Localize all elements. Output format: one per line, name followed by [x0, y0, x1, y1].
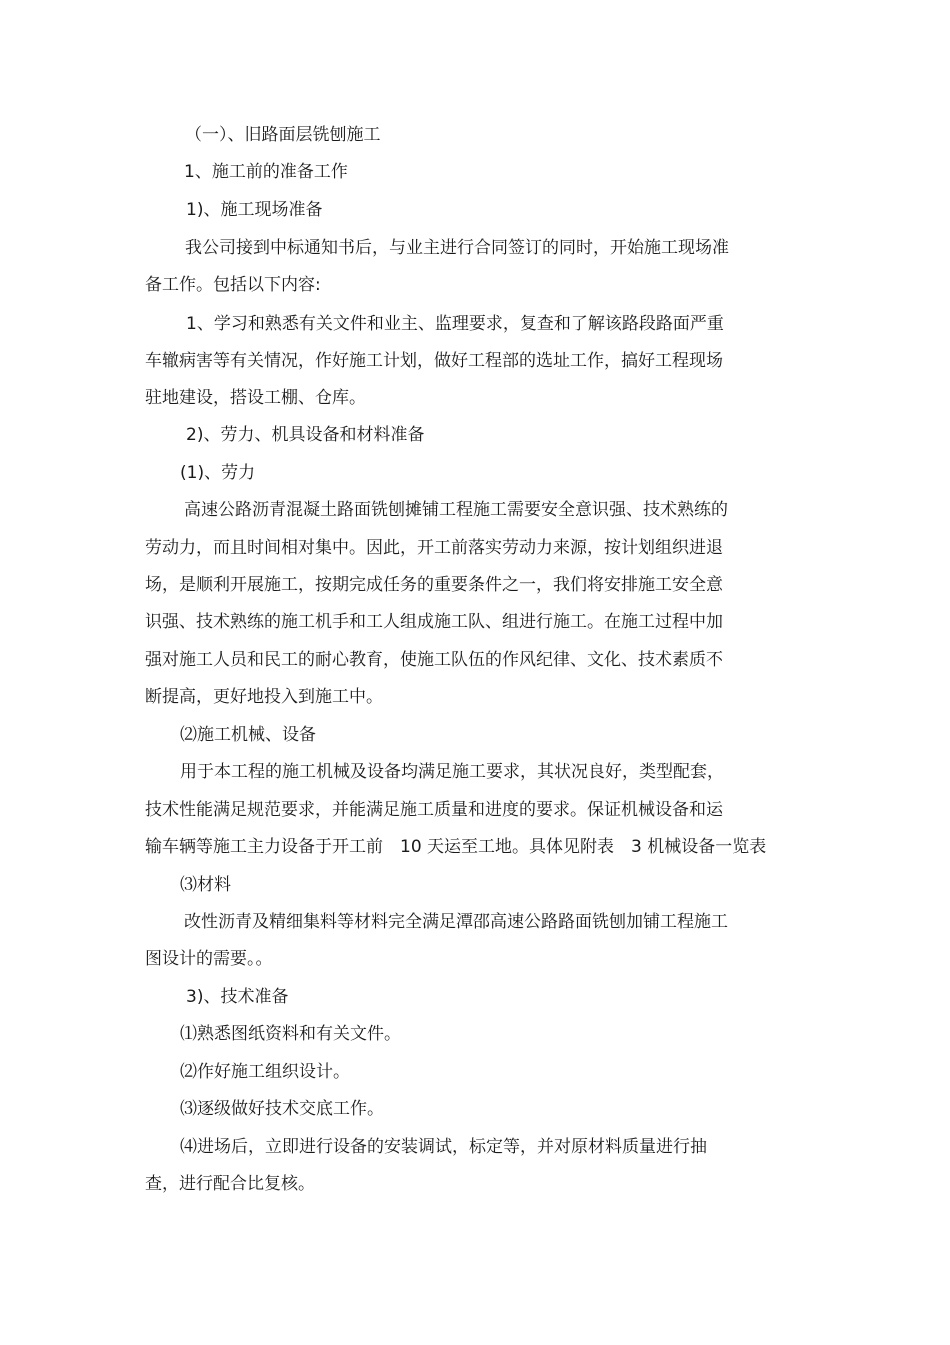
- paragraph-line: 劳动力，而且时间相对集中。因此，开工前落实劳动力来源，按计划组织进退: [145, 538, 723, 558]
- list-item: ⑶逐级做好技术交底工作。: [180, 1099, 384, 1119]
- item-heading: (1)、劳力: [180, 463, 256, 483]
- paragraph-line: 用于本工程的施工机械及设备均满足施工要求，其状况良好，类型配套，: [180, 762, 724, 782]
- paragraph-line: 图设计的需要。。: [145, 949, 273, 969]
- list-item: ⑵作好施工组织设计。: [180, 1062, 350, 1082]
- sub-subsection-heading: 1)、施工现场准备: [186, 200, 323, 220]
- paragraph-line: 1、学习和熟悉有关文件和业主、监理要求，复查和了解该路段路面严重: [186, 314, 724, 334]
- paragraph-line: 查，进行配合比复核。: [145, 1174, 315, 1194]
- paragraph-line: 车辙病害等有关情况，作好施工计划，做好工程部的选址工作，搞好工程现场: [145, 351, 723, 371]
- subsection-heading: 1、施工前的准备工作: [184, 162, 348, 182]
- paragraph-line: 强对施工人员和民工的耐心教育，使施工队伍的作风纪律、文化、技术素质不: [145, 650, 723, 670]
- sub-subsection-heading: 2)、劳力、机具设备和材料准备: [186, 425, 425, 445]
- paragraph-line: 场，是顺利开展施工，按期完成任务的重要条件之一，我们将安排施工安全意: [145, 575, 723, 595]
- list-item: ⑷进场后，立即进行设备的安装调试，标定等，并对原材料质量进行抽: [180, 1137, 707, 1157]
- paragraph-line: 识强、技术熟练的施工机手和工人组成施工队、组进行施工。在施工过程中加: [145, 612, 723, 632]
- paragraph-line: 驻地建设，搭设工棚、仓库。: [145, 388, 366, 408]
- paragraph-line: 我公司接到中标通知书后，与业主进行合同签订的同时，开始施工现场准: [185, 238, 729, 258]
- paragraph-line: 高速公路沥青混凝土路面铣刨摊铺工程施工需要安全意识强、技术熟练的: [184, 500, 728, 520]
- item-heading: ⑶材料: [180, 875, 231, 895]
- paragraph-line: 断提高，更好地投入到施工中。: [145, 687, 383, 707]
- sub-subsection-heading: 3)、技术准备: [186, 987, 289, 1007]
- item-heading: ⑵施工机械、设备: [180, 725, 316, 745]
- paragraph-line: 备工作。包括以下内容:: [145, 275, 321, 295]
- paragraph-line: 改性沥青及精细集料等材料完全满足潭邵高速公路路面铣刨加铺工程施工: [184, 912, 728, 932]
- section-heading: （一）、旧路面层铣刨施工: [185, 125, 381, 145]
- paragraph-line: 技术性能满足规范要求，并能满足施工质量和进度的要求。保证机械设备和运: [145, 800, 723, 820]
- list-item: ⑴熟悉图纸资料和有关文件。: [180, 1024, 401, 1044]
- paragraph-line: 输车辆等施工主力设备于开工前 10 天运至工地。具体见附表 3 机械设备一览表: [145, 837, 767, 857]
